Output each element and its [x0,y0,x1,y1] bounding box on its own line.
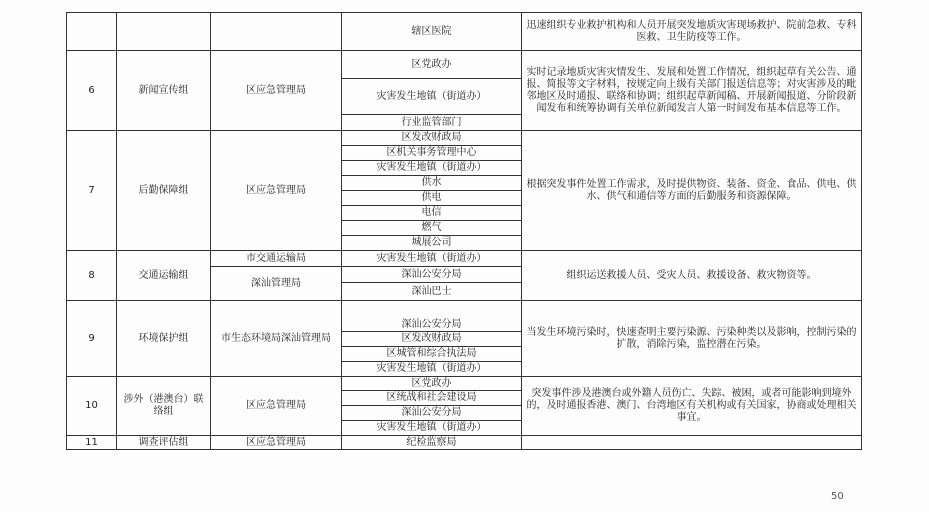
group-name: 环境保护组 [117,301,211,377]
table-row [67,251,862,267]
table-row [67,436,862,450]
member-unit: 灾害发生地镇（街道办） [342,251,522,267]
member-unit: 灾害发生地镇（街道办） [342,421,522,436]
member-unit: 区发改财政局 [342,131,522,146]
lead-unit: 市交通运输局 [211,251,342,267]
group-name: 新闻宣传组 [117,51,211,131]
member-unit: 行业监管部门 [342,115,522,131]
member-unit: 灾害发生地镇（街道办） [342,79,522,115]
member-unit: 区发改财政局 [342,332,522,347]
table-row [67,131,862,146]
member-unit: 辖区医院 [342,13,522,51]
duty-description: 迅速组织专业救护机构和人员开展突发地质灾害现场救护、院前急救、专科医救、卫生防疫等工作。 [522,13,862,51]
lead-unit: 区应急管理局 [211,436,342,450]
row-number: 10 [67,377,117,436]
lead-unit: 区应急管理局 [211,377,342,436]
lead-unit: 深汕管理局 [211,267,342,301]
table-row [67,13,862,51]
group-name: 调查评估组 [117,436,211,450]
member-unit: 供水 [342,176,522,191]
member-unit: 深汕公安分局 [342,406,522,421]
table-row [67,51,862,79]
member-unit: 深汕公安分局 [342,267,522,283]
member-unit: 区机关事务管理中心 [342,146,522,161]
row-number: 11 [67,436,117,450]
member-unit: 电信 [342,206,522,221]
member-unit: 区党政办 [342,377,522,391]
lead-unit: 区应急管理局 [211,51,342,131]
group-name: 涉外（港澳台）联络组 [117,377,211,436]
member-unit: 灾害发生地镇（街道办） [342,362,522,377]
duty-description: 根据突发事件处置工作需求，及时提供物资、装备、资金、食品、供电、供水、供气和通信等方面的后勤服务和资源保障。 [522,131,862,251]
member-unit: 区城管和综合执法局 [342,347,522,362]
group-name: 后勤保障组 [117,131,211,251]
row-number: 7 [67,131,117,251]
member-unit: 深汕公安分局 [342,301,522,332]
member-unit: 灾害发生地镇（街道办） [342,161,522,176]
table-row [67,377,862,391]
member-unit: 深汕巴士 [342,283,522,301]
member-unit: 区党政办 [342,51,522,79]
member-unit: 供电 [342,191,522,206]
lead-unit: 市生态环境局深汕管理局 [211,301,342,377]
duty-description: 当发生环境污染时，快速查明主要污染源、污染种类以及影响，控制污染的扩散，消除污染，监控潜在污染。 [522,301,862,377]
responsibility-table [66,12,862,450]
group-name: 交通运输组 [117,251,211,301]
page-number: 50 [831,491,844,502]
row-number: 6 [67,51,117,131]
member-unit: 纪检监察局 [342,436,522,450]
lead-unit: 区应急管理局 [211,131,342,251]
row-number: 8 [67,251,117,301]
row-number: 9 [67,301,117,377]
row-number [67,13,117,51]
duty-description [522,436,862,450]
member-unit: 区统战和社会建设局 [342,391,522,406]
duty-description: 组织运送救援人员、受灾人员、救援设备、救灾物资等。 [522,251,862,301]
member-unit: 城展公司 [342,236,522,251]
duty-description: 实时记录地质灾害灾情发生、发展和处置工作情况，组织起草有关公告、通报、简报等文字材料，按规定向上级有关部门报送信息等；对灾害涉及的毗邻地区及时通报、联络和协调；组织起草新闻稿、开展新闻报道、分阶段新闻发布和统筹协调有关单位新闻发言人第一时间发布基本信息等工作。 [522,51,862,131]
group-name [117,13,211,51]
table-row [67,301,862,332]
member-unit: 燃气 [342,221,522,236]
duty-description: 突发事件涉及港澳台或外籍人员伤亡、失踪、被困，或者可能影响到境外的，及时通报香港、澳门、台湾地区有关机构或有关国家，协商或处理相关事宜。 [522,377,862,436]
lead-unit [211,13,342,51]
